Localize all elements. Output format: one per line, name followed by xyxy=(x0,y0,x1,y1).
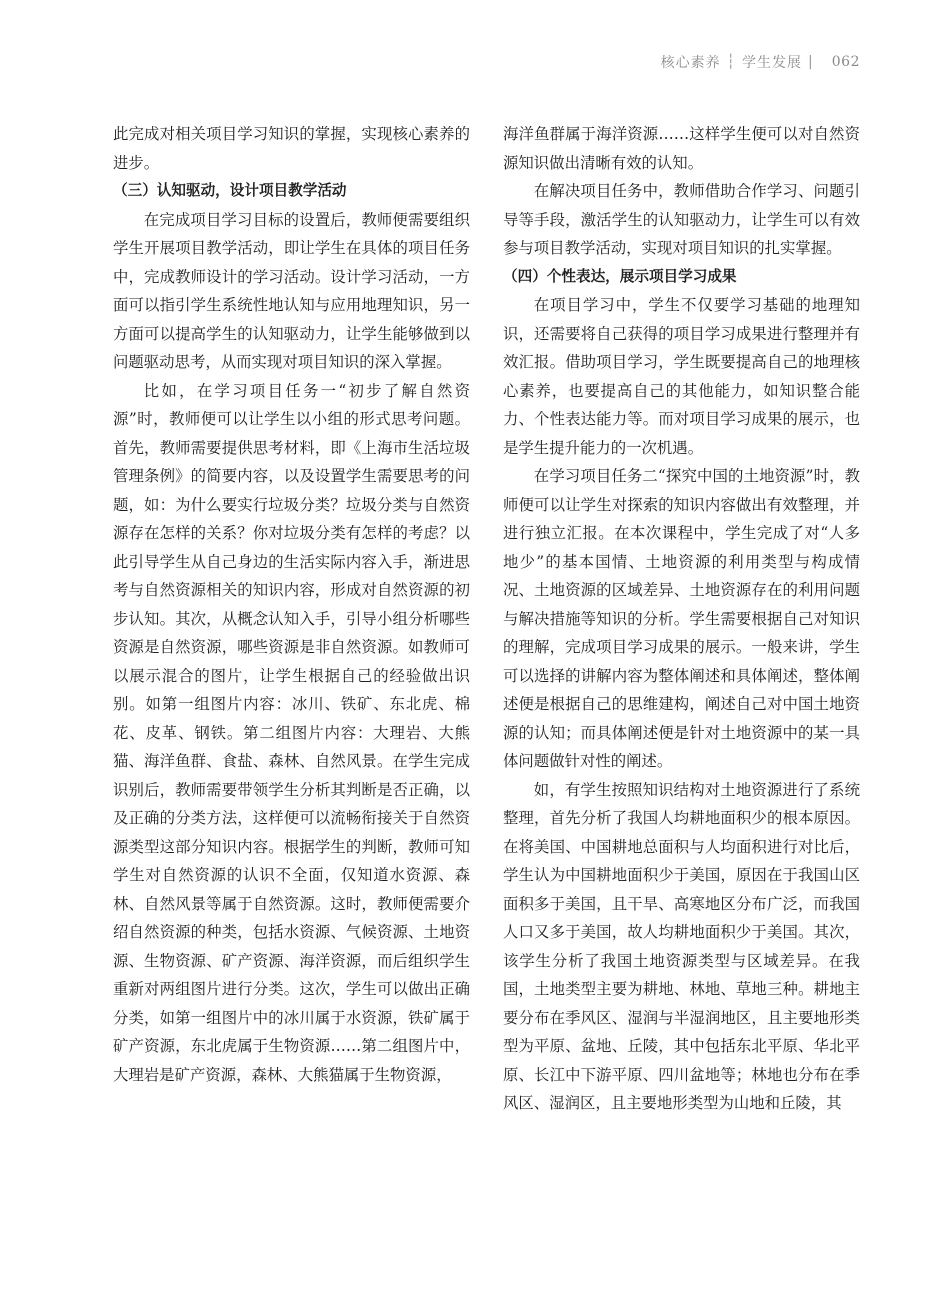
body-paragraph: 此完成对相关项目学习知识的掌握，实现核心素养的进步。 xyxy=(113,125,470,172)
section-heading: （四）个性表达，展示项目学习成果 xyxy=(503,267,737,285)
left-column xyxy=(113,120,470,1089)
body-paragraph: 在解决项目任务中，教师借助合作学习、问题引导等手段，激活学生的认知驱动力，让学生可以有效参与项目教学活动，实现对项目知识的扎实掌握。 xyxy=(503,182,860,257)
page-number: 062 xyxy=(831,54,860,70)
header-title-right: 学生发展 xyxy=(742,55,803,71)
running-header xyxy=(661,52,860,72)
body-paragraph: 在完成项目学习目标的设置后，教师便需要组织学生开展项目教学活动，即让学生在具体的项目任务中，完成教师设计的学习活动。设计学习活动，一方面可以指引学生系统性地认知与应用地理知识，另一方面可以提高学生的认知驱动力，让学生能够做到以问题驱动思考，从而实现对项目知识的深入掌握。 xyxy=(113,210,470,371)
header-title-left: 核心素养 xyxy=(660,55,721,71)
body-paragraph: 海洋鱼群属于海洋资源……这样学生便可以对自然资源知识做出清晰有效的认知。 xyxy=(503,125,860,172)
body-paragraph: 在项目学习中，学生不仅要学习基础的地理知识，还需要将自己获得的项目学习成果进行整理并有效汇报。借助项目学习，学生既要提高自己的地理核心素养，也要提高自己的其他能力，如知识整合能力、个性表达能力等。而对项目学习成果的展示，也是学生提升能力的一次机遇。 xyxy=(503,296,860,457)
body-paragraph: 比如，在学习项目任务一“初步了解自然资源”时，教师便可以让学生以小组的形式思考问题。首先，教师需要提供思考材料，即《上海市生活垃圾管理条例》的简要内容，以及设置学生需要思考的问题，如：为什么要实行垃圾分类？垃圾分类与自然资源存在怎样的关系？你对垃圾分类有怎样的考虑？以此引导学生从自己身边的生活实际内容入手，渐进思考与自然资源相关的知识内容，形成对自然资源的初步认知。其次，从概念认知入手，引导小组分析哪些资源是自然资源，哪些资源是非自然资源。如教师可以展示混合的图片，让学生根据自己的经验做出识别。如第一组图片内容：冰川、铁矿、东北虎、棉花、皮革、钢铁。第二组图片内容：大理岩、大熊猫、海洋鱼群、食盐、森林、自然风景。在学生完成识别后，教师需要带领学生分析其判断是否正确，以及正确的分类方法，这样便可以流畅衔接关于自然资源类型这部分知识内容。根据学生的判断，教师可知学生对自然资源的认识不全面，仅知道水资源、森林、自然风景等属于自然资源。这时，教师便需要介绍自然资源的种类，包括水资源、气候资源、土地资源、生物资源、矿产资源、海洋资源，而后组织学生重新对两组图片进行分类。这次，学生可以做出正确分类，如第一组图片中的冰川属于水资源，铁矿属于矿产资源，东北虎属于生物资源……第二组图片中，大理岩是矿产资源，森林、大熊猫属于生物资源， xyxy=(113,381,470,1084)
header-separator-bar: | xyxy=(808,54,814,70)
right-column xyxy=(503,120,860,1118)
header-separator: ┆ xyxy=(726,54,737,70)
section-heading: （三）认知驱动，设计项目教学活动 xyxy=(113,182,347,199)
body-paragraph: 如，有学生按照知识结构对土地资源进行了系统整理，首先分析了我国人均耕地面积少的根本原因。在将美国、中国耕地总面积与人均面积进行对比后，学生认为中国耕地面积少于美国，原因在于我国山区面积多于美国，且干旱、高寒地区分布广泛，而我国人口又多于美国，故人均耕地面积少于美国。其次，该学生分析了我国土地资源类型与区域差异。在我国，土地类型主要为耕地、林地、草地三种。耕地主要分布在季风区、湿润与半湿润地区，且主要地形类型为平原、盆地、丘陵，其中包括东北平原、华北平原、长江中下游平原、四川盆地等；林地也分布在季风区、湿润区，且主要地形类型为山地和丘陵，其 xyxy=(503,780,860,1112)
body-paragraph: 在学习项目任务二“探究中国的土地资源”时，教师便可以让学生对探索的知识内容做出有效整理，并进行独立汇报。在本次课程中，学生完成了对“人多地少”的基本国情、土地资源的利用类型与构成情况、土地资源的区域差异、土地资源存在的利用问题与解决措施等知识的分析。学生需要根据自己对知识的理解，完成项目学习成果的展示。一般来讲，学生可以选择的讲解内容为整体阐述和具体阐述，整体阐述便是根据自己的思维建构，阐述自己对中国土地资源的认知；而具体阐述便是针对土地资源中的某一具体问题做针对性的阐述。 xyxy=(503,467,860,770)
